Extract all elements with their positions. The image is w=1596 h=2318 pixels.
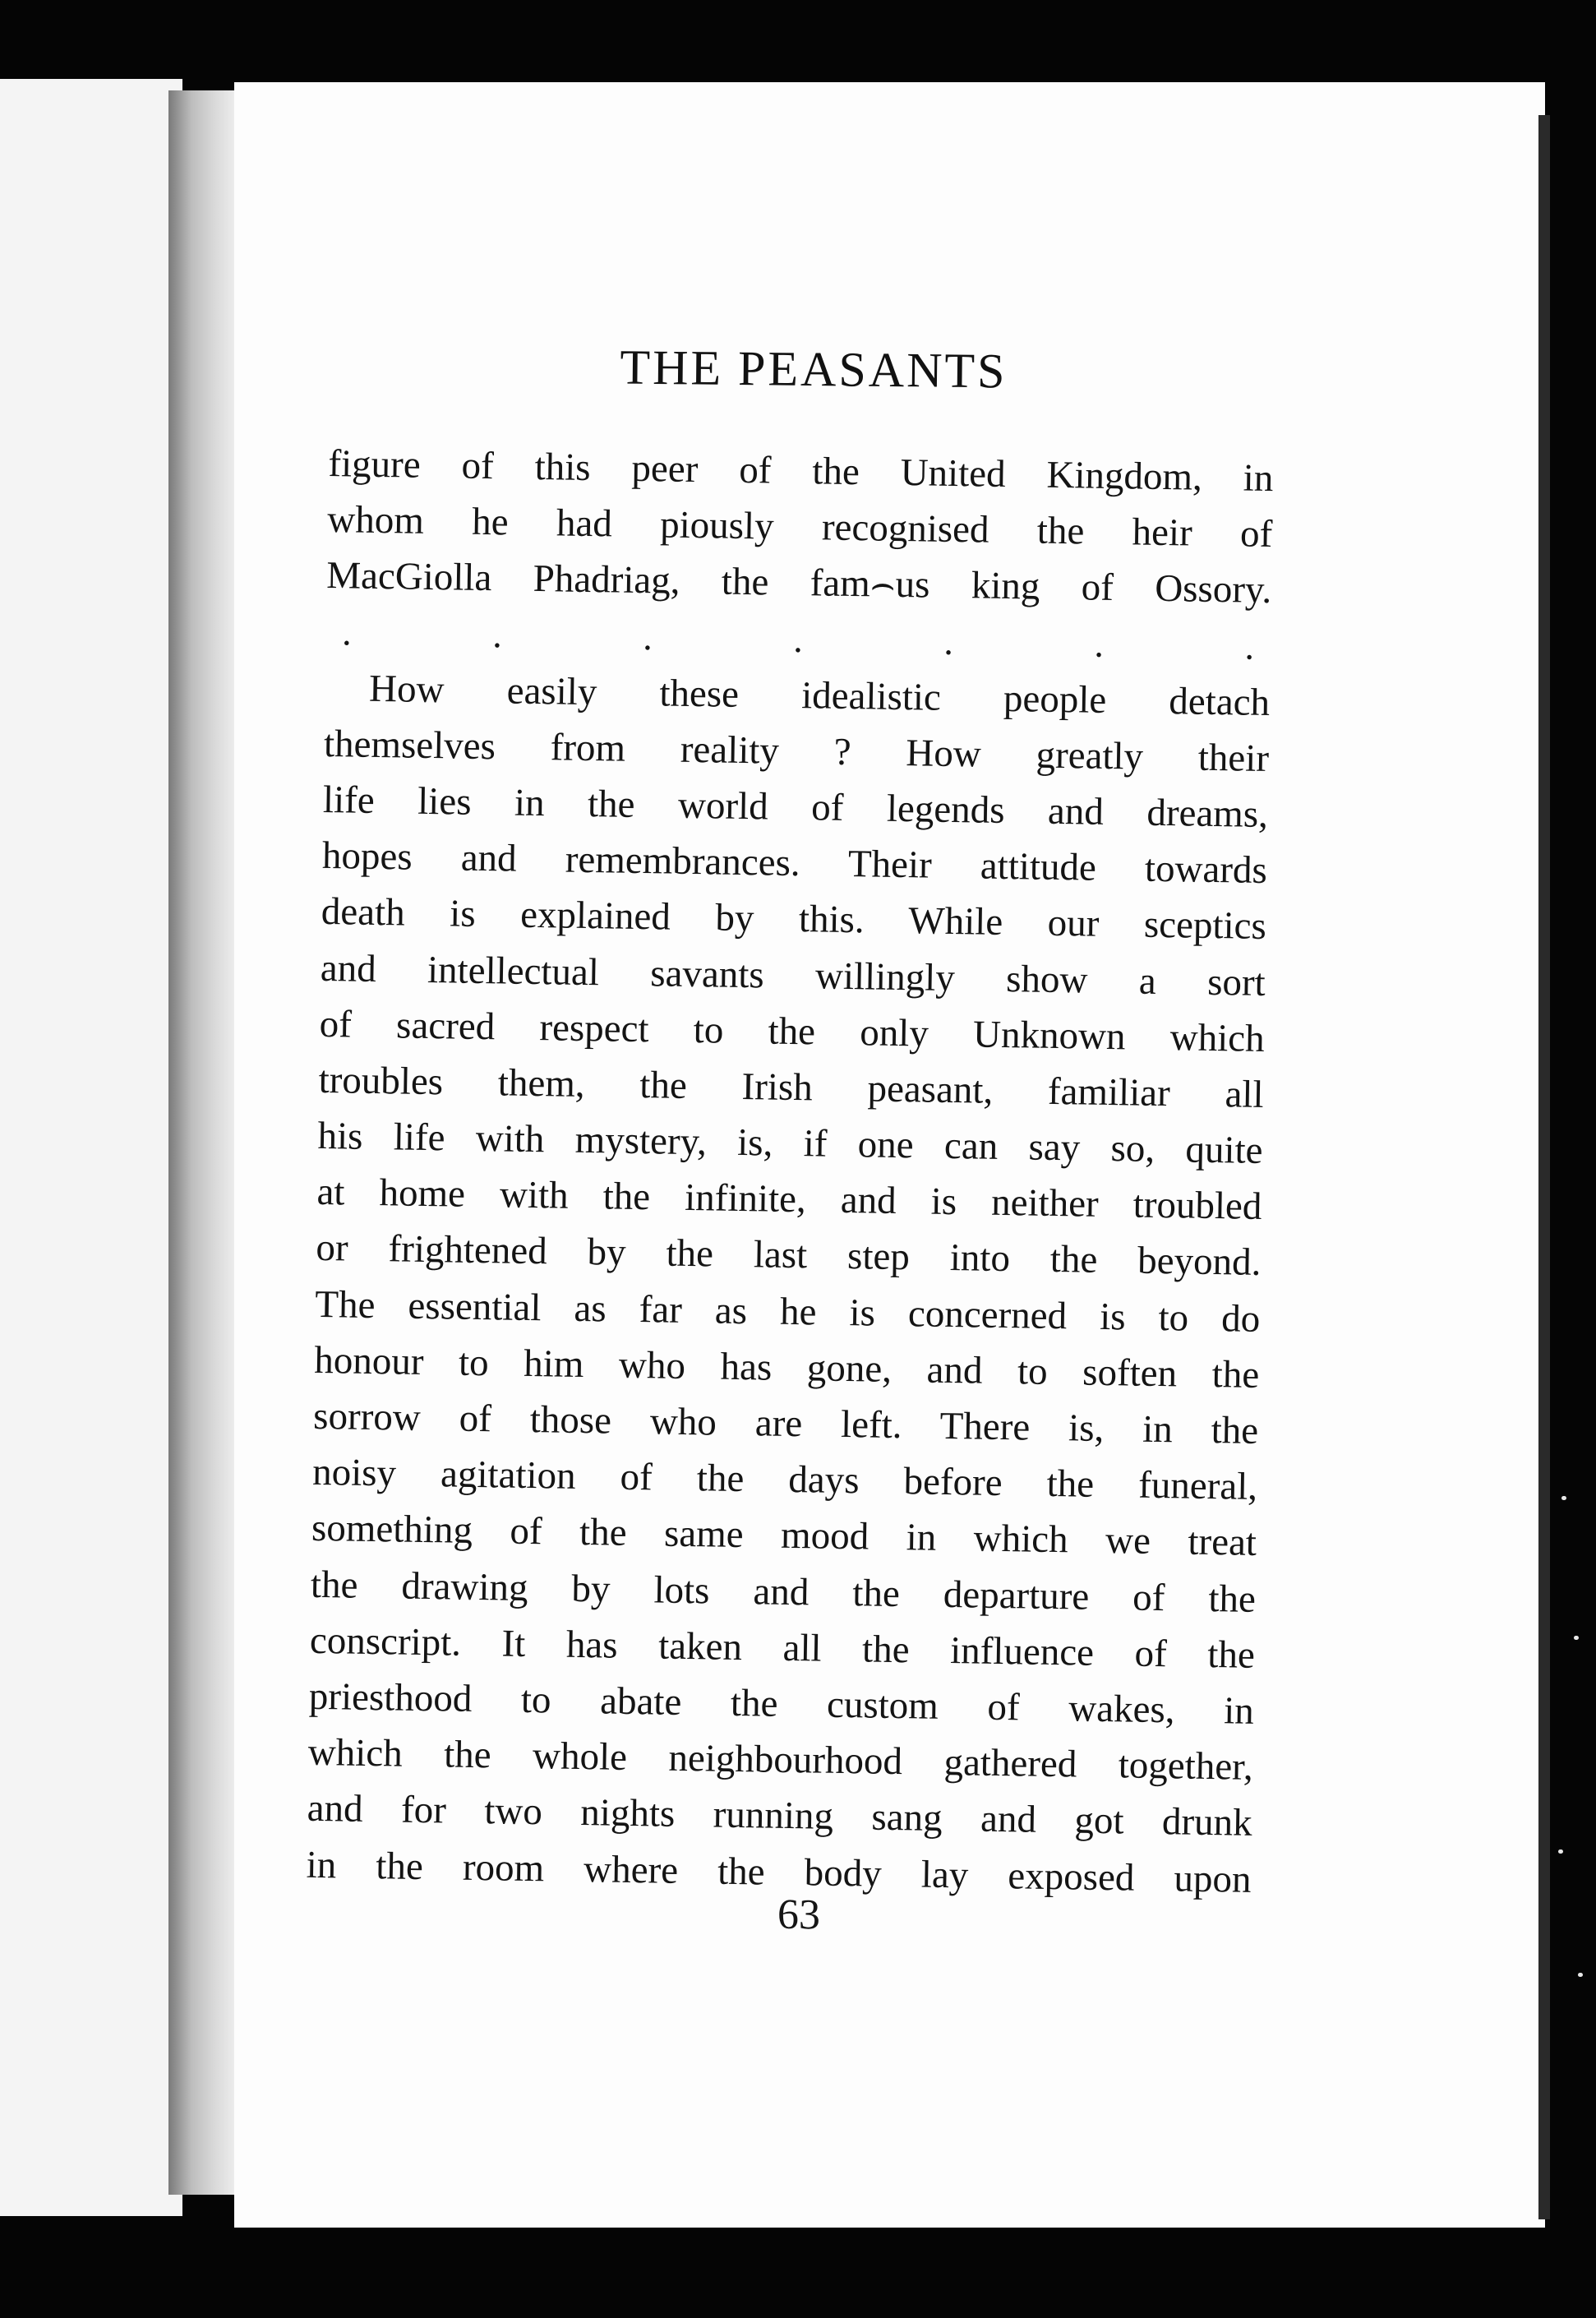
text-line: conscript. It has taken all the influence of the [309,1618,1256,1677]
text-line: at home with the infinite, and is neither troubled [316,1171,1262,1229]
text-line: of sacred respect to the only Unknown which [319,1002,1266,1060]
text-line: death is explained by this. While our sceptics [321,890,1267,949]
text-line: which the whole neighbourhood gathered together, [307,1730,1254,1789]
body-text [306,436,1274,1908]
text-line: themselves from reality ? How greatly their [323,722,1270,780]
text-line: and intellectual savants willingly show a sort [320,946,1266,1004]
text-line: in the room where the body lay exposed upon [306,1843,1252,1901]
text-line: his life with mystery, is, if one can say so, quite [317,1114,1263,1173]
text-line: or frightened by the last step into the beyond. [316,1226,1262,1285]
running-head: THE PEASANTS [620,339,1008,399]
page-number: 63 [777,1891,821,1939]
break-dot: . [1244,625,1255,667]
dust-speck [1558,1849,1563,1854]
break-dot: . [1094,622,1105,665]
break-dot: . [642,616,653,658]
text-line: hopes and remembrances. Their attitude towards [321,834,1268,893]
break-dot: . [491,613,503,656]
dust-speck [1574,1636,1579,1640]
text-line: honour to him who has gone, and to soften the [313,1338,1260,1397]
text-line: and for two nights running sang and got drunk [307,1787,1253,1845]
text-line: priesthood to abate the custom of wakes, in [308,1674,1255,1733]
text-line: sorrow of those who are left. There is, in the [312,1394,1259,1452]
break-dot: . [793,617,804,661]
text-line: noisy agitation of the days before the funeral, [311,1451,1258,1509]
text-line: figure of this peer of the United Kingdom, in [328,441,1274,501]
text-line: life lies in the world of legends and dreams, [322,778,1269,836]
text-line: MacGiolla Phadriag, the fam⌢us king of Ossory. [325,554,1272,612]
text-line: something of the same mood in which we treat [311,1507,1257,1565]
text-line: whom he had piously recognised the heir of [326,498,1273,556]
dust-speck [1578,1973,1583,1977]
break-dot: . [943,620,954,663]
paragraph-first-line: How easily these idealistic people detach [368,667,1271,724]
dust-speck [1561,1496,1566,1500]
book-gutter-shadow [168,90,234,2195]
page-right-shadow [1538,115,1550,2219]
previous-page-edge [0,79,182,2216]
text-line: troubles them, the Irish peasant, familiar all [318,1058,1264,1116]
text-line: the drawing by lots and the departure of the [310,1563,1257,1621]
break-dot: . [341,611,353,653]
text-line: The essential as far as he is concerned is to do [314,1282,1261,1341]
